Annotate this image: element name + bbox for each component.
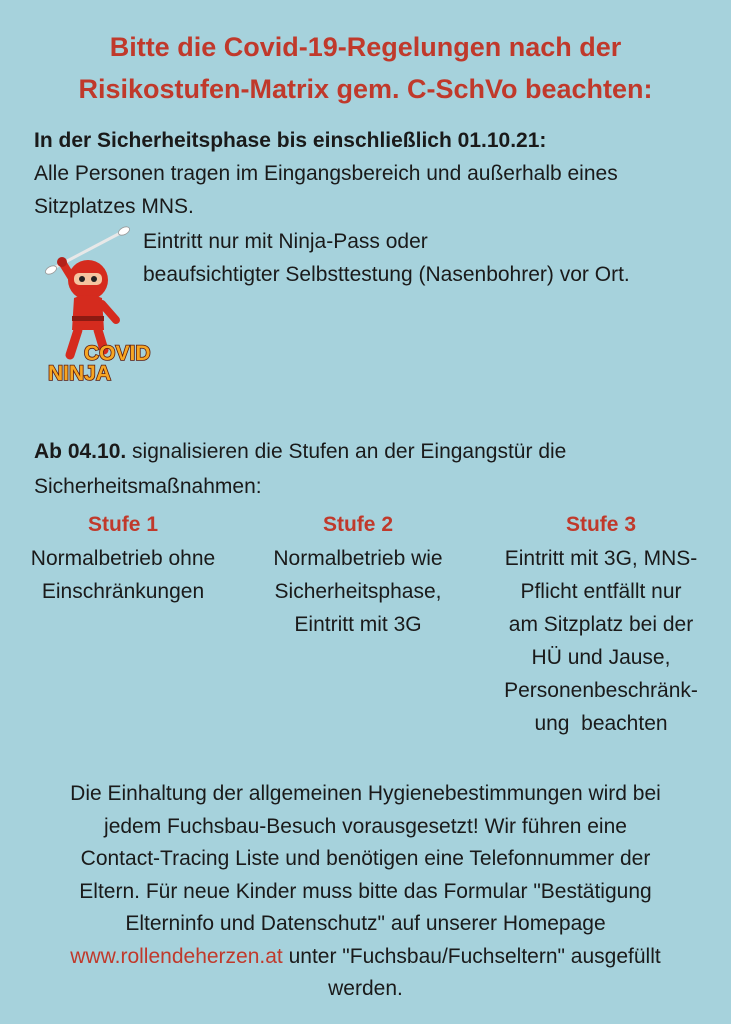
homepage-link[interactable]: www.rollendeherzen.at xyxy=(70,944,283,968)
page-title xyxy=(0,26,731,110)
footer-line-5: Elterninfo und Datenschutz" auf unserer Homepage xyxy=(125,912,606,935)
logo-word-ninja: NINJA xyxy=(48,362,112,385)
stage-1-line: Einschränkungen xyxy=(41,580,205,603)
stages-intro-text: signalisieren die Stufen an der Eingangstür die xyxy=(126,440,567,463)
safety-phase-line-1: Alle Personen tragen im Eingangsbereich und außerhalb eines xyxy=(34,162,618,185)
stage-3-title: Stufe 3 xyxy=(565,513,636,536)
stages-intro-line-2: Sicherheitsmaßnahmen: xyxy=(34,475,262,498)
stage-1-title: Stufe 1 xyxy=(87,513,158,536)
stages-intro xyxy=(34,434,724,504)
title-line-1: Bitte die Covid-19-Regelungen nach der xyxy=(109,32,622,62)
entry-line-1: Eintritt nur mit Ninja-Pass oder xyxy=(143,230,428,253)
safety-phase-line-2: Sitzplatzes MNS. xyxy=(34,195,194,218)
footer-line-4: Eltern. Für neue Kinder muss bitte das Formular "Bestätigung xyxy=(79,879,652,903)
safety-phase-heading: In der Sicherheitsphase bis einschließlich 01.10.21: xyxy=(34,129,547,152)
stage-3-column xyxy=(478,510,724,740)
stages-intro-date: Ab 04.10. xyxy=(34,440,127,463)
footer-line-6: unter "Fuchsbau/Fuchseltern" ausgefüllt xyxy=(282,944,661,968)
hygiene-notice xyxy=(10,778,721,1006)
stage-1-column xyxy=(8,510,238,608)
stage-2-line: Eintritt mit 3G xyxy=(294,613,422,636)
footer-line-1: Die Einhaltung der allgemeinen Hygienebestimmungen wird bei xyxy=(70,782,661,805)
footer-line-2: jedem Fuchsbau-Besuch vorausgesetzt! Wir führen eine xyxy=(104,814,627,838)
entry-requirements xyxy=(143,225,723,291)
entry-line-2: beaufsichtigter Selbsttestung (Nasenbohrer) vor Ort. xyxy=(143,263,630,286)
stage-2-column xyxy=(246,510,470,641)
stage-3-line: HÜ und Jause, xyxy=(531,646,671,669)
stage-3-line: Personenbeschränk- xyxy=(504,679,698,702)
stage-1-line: Normalbetrieb ohne xyxy=(30,547,216,570)
logo-word-covid: COVID xyxy=(84,342,151,365)
safety-phase-section xyxy=(34,124,724,223)
footer-line-7: werden. xyxy=(328,977,403,1000)
stage-2-title: Stufe 2 xyxy=(322,513,393,536)
stage-3-line: am Sitzplatz bei der xyxy=(508,613,694,636)
stage-3-line: ung beachten xyxy=(534,712,668,735)
title-line-2: Risikostufen-Matrix gem. C-SchVo beachten: xyxy=(78,74,653,104)
footer-line-3: Contact-Tracing Liste und benötigen eine Telefonnummer der xyxy=(80,847,651,870)
stage-3-line: Pflicht entfällt nur xyxy=(520,580,682,603)
stage-2-line: Sicherheitsphase, xyxy=(274,580,442,603)
stage-3-line: Eintritt mit 3G, MNS- xyxy=(504,547,698,570)
stage-2-line: Normalbetrieb wie xyxy=(273,547,443,570)
